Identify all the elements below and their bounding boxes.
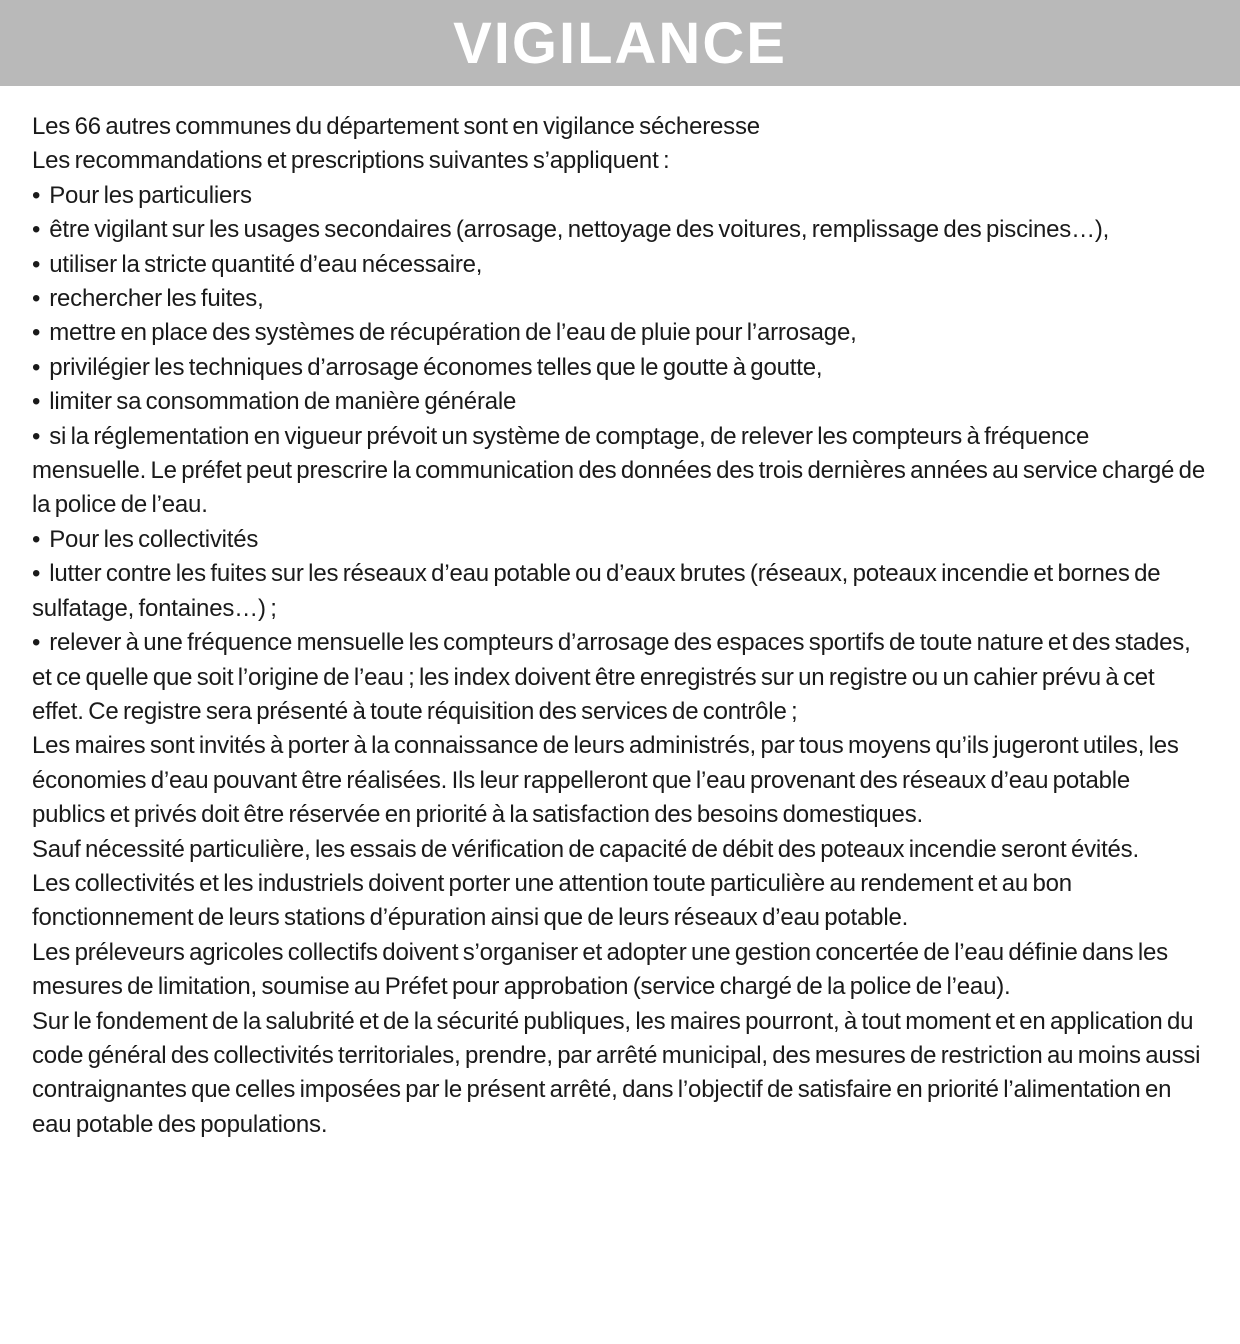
bullet-marker: • — [32, 388, 41, 416]
bullet-item-compteurs-arrosage — [32, 626, 1206, 729]
vigilance-header-banner — [0, 0, 1240, 86]
bullet-marker: • — [32, 285, 41, 313]
paragraph-text: lutter contre les fuites sur les réseaux d’eau potable ou d’eaux brutes (réseaux, poteaux incendie et bornes de sulfatage, fontaines…) ; — [32, 560, 1161, 622]
document-body — [0, 86, 1238, 1142]
bullet-marker: • — [32, 181, 41, 209]
paragraph-text: limiter sa consommation de manière générale — [49, 388, 517, 416]
bullet-marker: • — [32, 216, 41, 244]
bullet-item-lutter-fuites-reseaux — [32, 557, 1206, 626]
paragraph-text: Pour les collectivités — [49, 525, 259, 553]
bullet-item-fuites — [32, 282, 1206, 316]
bullet-marker: • — [32, 629, 41, 657]
paragraph-industriels — [32, 867, 1206, 936]
paragraph-text: Sur le fondement de la salubrité et de la sécurité publiques, les maires pourront, à tout moment et en application du code général des collectivités territoriales, prendre, par arrêté municipal, des mesures de restriction au moins aussi contraignantes que celles imposées par le présent arrêté, dans l’objectif de satisfaire en priorité l’alimentation en eau potable des populations. — [32, 1007, 1201, 1138]
bullet-item-collectivites — [32, 523, 1206, 557]
paragraph-text: Sauf nécessité particulière, les essais de vérification de capacité de débit des poteaux incendie seront évités. — [32, 835, 1139, 863]
paragraph-text: rechercher les fuites, — [49, 285, 264, 313]
bullet-marker: • — [32, 250, 41, 278]
paragraph-text: Les recommandations et prescriptions suivantes s’appliquent : — [32, 147, 670, 175]
paragraph-text: si la réglementation en vigueur prévoit un système de comptage, de relever les compteurs à fréquence mensuelle. Le préfet peut prescrire la communication des données des trois dernières années au service chargé de la police de l’eau. — [32, 422, 1205, 519]
bullet-marker: • — [32, 319, 41, 347]
page-title: VIGILANCE — [453, 11, 787, 76]
paragraph-poteaux-incendie — [32, 833, 1206, 867]
paragraph-text: être vigilant sur les usages secondaires (arrosage, nettoyage des voitures, remplissage des piscines…), — [49, 216, 1110, 244]
paragraph-text: privilégier les techniques d’arrosage économes telles que le goutte à goutte, — [49, 353, 823, 381]
paragraph-maires — [32, 729, 1206, 832]
paragraph-salubrite-securite — [32, 1005, 1206, 1143]
bullet-item-limiter-consommation — [32, 385, 1206, 419]
bullet-item-comptage — [32, 420, 1206, 523]
bullet-item-goutte-a-goutte — [32, 351, 1206, 385]
paragraph-text: relever à une fréquence mensuelle les compteurs d’arrosage des espaces sportifs de toute nature et des stades, et ce quelle que soit l’origine de l’eau ; les index doivent être enregistrés sur un registre ou un cahier prévu à cet effet. Ce registre sera présenté à toute réquisition des services de contrôle ; — [32, 629, 1191, 725]
paragraph-text: utiliser la stricte quantité d’eau nécessaire, — [49, 250, 483, 278]
paragraph-text: Les maires sont invités à porter à la connaissance de leurs administrés, par tous moyens qu’ils jugeront utiles, les économies d’eau pouvant être réalisées. Ils leur rappelleront que l’eau provenant des réseaux d’eau potable publics et privés doit être réservée en priorité à la satisfaction des besoins domestiques. — [32, 732, 1179, 829]
paragraph-text: mettre en place des systèmes de récupération de l’eau de pluie pour l’arrosage, — [49, 319, 857, 347]
paragraph-text: Les préleveurs agricoles collectifs doivent s’organiser et adopter une gestion concertée de l’eau définie dans les mesures de limitation, soumise au Préfet pour approbation (service chargé de la police de l’eau). — [32, 938, 1168, 1001]
bullet-item-usages-secondaires — [32, 213, 1206, 247]
paragraph-text: Pour les particuliers — [49, 181, 252, 209]
paragraph-intro-recommandations — [32, 144, 1206, 178]
bullet-item-particuliers — [32, 179, 1206, 213]
bullet-marker: • — [32, 560, 41, 588]
bullet-marker: • — [32, 525, 41, 553]
paragraph-text: Les 66 autres communes du département sont en vigilance sécheresse — [32, 113, 760, 140]
bullet-marker: • — [32, 422, 41, 450]
bullet-item-stricte-quantite — [32, 248, 1206, 282]
bullet-item-recuperation-eau-pluie — [32, 316, 1206, 350]
paragraph-text: Les collectivités et les industriels doivent porter une attention toute particulière au rendement et au bon fonctionnement de leurs stations d’épuration ainsi que de leurs réseaux d’eau potable. — [32, 869, 1072, 932]
bullet-marker: • — [32, 353, 41, 381]
paragraph-preleveurs-agricoles — [32, 936, 1206, 1005]
paragraph-intro-communes — [32, 110, 1206, 144]
